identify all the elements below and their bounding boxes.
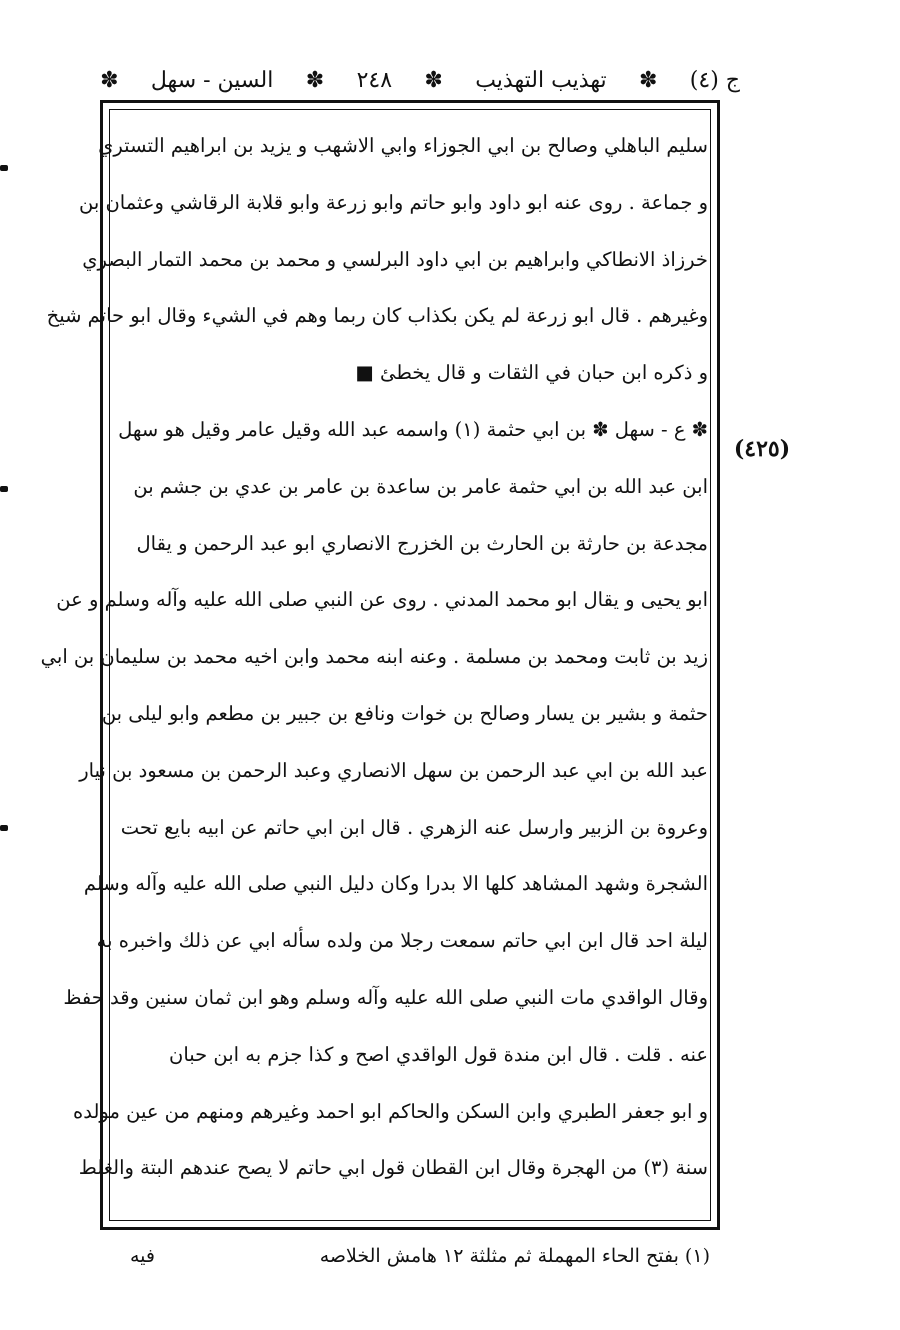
text-line: عبد الله بن ابي عبد الرحمن بن سهل الانصاري وعبد الرحمن بن مسعود بن نيار bbox=[79, 758, 708, 782]
entry-number: (٤٢٥) bbox=[733, 436, 791, 462]
text-line: ابو يحيى و يقال ابو محمد المدني . روى عن النبي صلى الله عليه وآله وسلم و عن bbox=[56, 588, 708, 612]
ornament-icon: ✽ bbox=[424, 67, 443, 93]
page-header bbox=[100, 60, 740, 100]
text-line: وعروة بن الزبير وارسل عنه الزهري . قال ابن ابي حاتم عن ابيه بايع تحت bbox=[120, 815, 708, 839]
main-text bbox=[40, 118, 708, 1197]
text-line: مجدعة بن حارثة بن الحارث بن الخزرج الانصاري ابو عبد الرحمن و يقال bbox=[136, 531, 708, 555]
text-line: سليم الباهلي وصالح بن ابي الجوزاء وابي الاشهب و يزيد بن ابراهيم التستري bbox=[98, 134, 708, 157]
text-line: عنه . قلت . قال ابن مندة قول الواقدي اصح و كذا جزم به ابن حبان bbox=[169, 1042, 708, 1066]
book-title: تهذيب التهذيب bbox=[475, 67, 607, 93]
text-line: الشجرة وشهد المشاهد كلها الا بدرا وكان دليل النبي صلى الله عليه وآله وسلم bbox=[83, 872, 708, 896]
text-line: و ذكره ابن حبان في الثقات و قال يخطئ ■ bbox=[355, 361, 708, 385]
catchword: فيه bbox=[130, 1245, 156, 1267]
page-footer bbox=[130, 1236, 710, 1276]
ornament-icon: ✽ bbox=[100, 67, 119, 93]
text-line: سنة (٣) من الهجرة وقال ابن القطان قول ابي حاتم لا يصح عندهم البتة والغلط bbox=[78, 1156, 708, 1180]
text-line: و جماعة . روى عنه ابو داود وابو حاتم وابو زرعة وابو قلابة الرقاشي وعثمان بن bbox=[78, 190, 708, 214]
text-line: زيد بن ثابت ومحمد بن مسلمة . وعنه ابنه محمد وابن اخيه محمد بن سليمان بن ابي bbox=[40, 645, 708, 669]
text-line: حثمة و بشير بن يسار وصالح بن خوات ونافع بن جبير بن مطعم وابو ليلى بن bbox=[101, 701, 708, 725]
text-line: ليلة احد قال ابن ابي حاتم سمعت رجلا من ولده سأله ابي عن ذلك واخبره به bbox=[96, 929, 708, 953]
ornament-icon: ✽ bbox=[305, 67, 325, 93]
margin-mark bbox=[0, 486, 8, 492]
page-number: ٢٤٨ bbox=[356, 67, 393, 93]
volume-label: ج (٤) bbox=[689, 67, 740, 93]
text-line: ابن عبد الله بن ابي حثمة عامر بن ساعدة بن عامر بن عدي بن جشم بن bbox=[133, 474, 708, 498]
entry-heading-line: ✽ ع - سهل ✽ بن ابي حثمة (١) واسمه عبد الله وقيل عامر وقيل هو سهل bbox=[118, 417, 708, 441]
margin-mark bbox=[0, 825, 8, 831]
footnote: (١) بفتح الحاء المهملة ثم مثلثة ١٢ هامش الخلاصه bbox=[319, 1245, 710, 1267]
margin-mark bbox=[0, 165, 8, 171]
text-line: وقال الواقدي مات النبي صلى الله عليه وآله وسلم وهو ابن ثمان سنين وقد حفظ bbox=[63, 985, 708, 1009]
text-line: وغيرهم . قال ابو زرعة لم يكن بكذاب كان ربما وهم في الشيء وقال ابو حاتم شيخ bbox=[46, 304, 708, 328]
ornament-icon: ✽ bbox=[638, 67, 658, 93]
text-line: و ابو جعفر الطبري وابن السكن والحاكم ابو احمد وغيرهم ومنهم من عين مولده bbox=[73, 1099, 708, 1123]
section-label: السين - سهل bbox=[150, 67, 274, 93]
text-line: خرزاذ الانطاكي وابراهيم بن ابي داود البرلسي و محمد بن محمد التمار البصري bbox=[82, 247, 708, 271]
